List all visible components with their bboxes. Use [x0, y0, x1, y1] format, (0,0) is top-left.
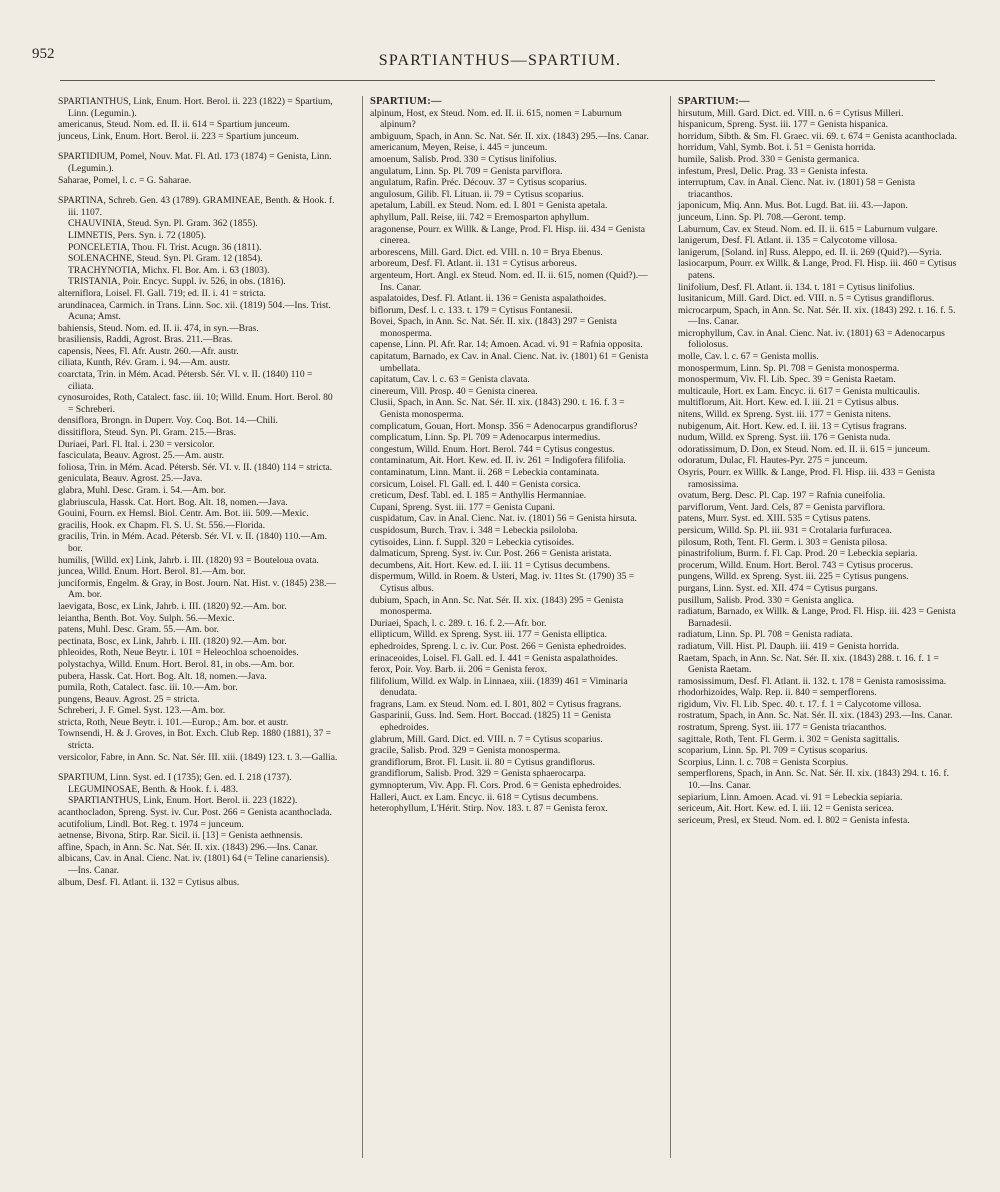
index-entry: alpinum, Host, ex Steud. Nom. ed. II. ii. 615, nomen = Laburnum alpinum? — [370, 107, 622, 131]
index-entry: aphyllum, Pall. Reise, iii. 742 = Eremosparton aphyllum. — [370, 211, 590, 223]
index-entry: arborescens, Mill. Gard. Dict. ed. VIII. n. 10 = Brya Ebenus. — [370, 246, 603, 258]
index-entry: ciliata, Kunth, Rév. Gram. i. 94.—Am. austr. — [58, 357, 231, 369]
index-entry: albicans, Cav. in Anal. Cienc. Nat. iv. (1801) 64 (= Teline canariensis).—Ins. Canar. — [58, 853, 330, 876]
index-entry: CHAUVINIA, Steud. Syn. Pl. Gram. 362 (1855). — [68, 218, 258, 230]
index-entry: corsicum, Loisel. Fl. Gall. ed. I. 440 = Genista corsica. — [370, 478, 581, 490]
index-entry: ferox, Poir. Voy. Barb. ii. 206 = Genista ferox. — [370, 664, 548, 676]
index-entry: Laburnum, Cav. ex Steud. Nom. ed. II. ii. 615 = Laburnum vulgare. — [678, 223, 938, 235]
index-entry: sepiarium, Linn. Amoen. Acad. vi. 91 = Lebeckia sepiaria. — [678, 791, 903, 803]
index-entry: capense, Linn. Pl. Afr. Rar. 14; Amoen. Acad. vi. 91 = Rafnia opposita. — [370, 339, 643, 351]
index-entry: sericeum, Ait. Hort. Kew. ed. I. iii. 12 = Genista sericea. — [678, 803, 894, 815]
index-entry: SPARTIANTHUS, Link, Enum. Hort. Berol. ii. 223 (1822). — [68, 795, 298, 807]
index-entry: grandiflorum, Salisb. Prod. 329 = Genista sphaerocarpa. — [370, 768, 586, 780]
index-entry: cuspidosum, Burch. Trav. i. 348 = Lebeckia psiloloba. — [370, 524, 578, 536]
index-entry: acanthocladon, Spreng. Syst. iv. Cur. Post. 266 = Genista acanthoclada. — [58, 807, 332, 819]
index-entry: dispermum, Willd. in Roem. & Usteri, Mag. iv. 11tes St. (1790) 35 = Cytisus albus. — [370, 571, 635, 594]
column-1 — [58, 96, 338, 888]
index-entry: radiatum, Linn. Sp. Pl. 708 = Genista radiata. — [678, 629, 853, 641]
index-entry: fasciculata, Beauv. Agrost. 25.—Am. austr. — [58, 450, 225, 462]
index-entry: odoratissimum, D. Don, ex Steud. Nom. ed. II. ii. 615 = junceum. — [678, 443, 931, 455]
index-entry: glabriuscula, Hassk. Cat. Hort. Bog. Alt. 18, nomen.—Java. — [58, 496, 288, 508]
index-entry: capitatum, Barnado, ex Cav. in Anal. Cienc. Nat. iv. (1801) 61 = Genista umbellata. — [370, 351, 649, 374]
index-entry: americanus, Steud. Nom. ed. II. ii. 614 = Spartium junceum. — [58, 119, 290, 131]
index-entry: patens, Murr. Syst. ed. XIII. 535 = Cytisus patens. — [678, 513, 871, 525]
index-entry: purgans, Linn. Syst. ed. XII. 474 = Cytisus purgans. — [678, 582, 878, 594]
index-entry: lanigerum, [Soland. in] Russ. Aleppo, ed. II. ii. 269 (Quid?).—Syria. — [678, 246, 942, 258]
index-entry: biflorum, Desf. l. c. 133. t. 179 = Cytisus Fontanesii. — [370, 304, 573, 316]
page-number: 952 — [32, 46, 55, 62]
index-entry: rhodorhizoides, Walp. Rep. ii. 840 = semperflorens. — [678, 687, 877, 699]
index-entry: Duriaei, Spach, l. c. 289. t. 16. f. 2.—Afr. bor. — [370, 617, 547, 629]
index-entry: foliosa, Trin. in Mém. Acad. Pétersb. Sér. VI. v. II. (1840) 114 = stricta. — [58, 461, 333, 473]
index-entry: linifolium, Desf. Fl. Atlant. ii. 134. t. 181 = Cytisus linifolius. — [678, 281, 915, 293]
index-entry: LIMNETIS, Pers. Syn. i. 72 (1805). — [68, 229, 207, 241]
index-entry: Clusii, Spach, in Ann. Sc. Nat. Sér. II. xix. (1843) 290. t. 16. f. 3 = Genista monosperma. — [370, 397, 625, 421]
index-entry: radiatum, Barnado, ex Willk. & Lange, Prod. Fl. Hisp. iii. 423 = Genista Barnadesii. — [678, 606, 956, 629]
index-entry: contaminatum, Linn. Mant. ii. 268 = Lebeckia contaminata. — [370, 467, 600, 478]
index-entry: PONCELETIA, Thou. Fl. Trist. Acugn. 36 (1811). — [68, 241, 262, 253]
index-entry: bahiensis, Steud. Nom. ed. II. ii. 474, in syn.—Bras. — [58, 322, 259, 334]
index-entry: japonicum, Miq. Ann. Mus. Bot. Lugd. Bat. iii. 43.—Japon. — [678, 200, 908, 212]
index-entry: molle, Cav. l. c. 67 = Genista mollis. — [678, 351, 819, 363]
column-heading: SPARTIUM:— — [678, 96, 750, 107]
index-entry: sericeum, Presl, ex Steud. Nom. ed. I. 802 = Genista infesta. — [678, 814, 910, 826]
index-entry: TRISTANIA, Poir. Encyc. Suppl. iv. 526, in obs. (1816). — [68, 276, 286, 288]
index-entry: glabra, Muhl. Desc. Gram. i. 54.—Am. bor. — [58, 485, 226, 496]
index-entry: SPARTIUM, Linn. Syst. ed. I (1735); Gen. ed. I. 218 (1737). LEGUMINOSAE, Benth. & Hook. f. i. 483. — [58, 772, 292, 795]
index-entry: monospermum, Viv. Fl. Lib. Spec. 39 = Genista Raetam. — [678, 374, 896, 386]
index-entry: complicatum, Gouan, Hort. Monsp. 356 = Adenocarpus grandiflorus? — [370, 420, 638, 432]
index-entry: Gasparinii, Guss. Ind. Sem. Hort. Boccad. (1825) 11 = Genista ephedroides. — [370, 710, 611, 734]
index-entry: gracile, Salisb. Prod. 329 = Genista monosperma. — [370, 745, 561, 757]
index-entry: microcarpum, Spach, in Ann. Sc. Nat. Sér. II. xix. (1843) 292. t. 16. f. 5.—Ins. Canar. — [678, 304, 956, 328]
index-entry: scoparium, Linn. Sp. Pl. 709 = Cytisus scoparius. — [678, 745, 868, 757]
index-entry: ambiguum, Spach, in Ann. Sc. Nat. Sér. II. xix. (1843) 295.—Ins. Canar. — [370, 130, 649, 142]
index-entry: apetalum, Labill. ex Steud. Nom. ed. I. 801 = Genista apetala. — [370, 200, 608, 212]
index-entry: cinereum, Vill. Prosp. 40 = Genista cinerea. — [370, 385, 538, 397]
index-entry: lasiocarpum, Pourr. ex Willk. & Lange, Prod. Fl. Hisp. iii. 460 = Cytisus patens. — [678, 258, 957, 281]
index-entry: Saharae, Pomel, l. c. = G. Saharae. — [58, 174, 192, 186]
index-entry: junceum, Linn. Sp. Pl. 708.—Geront. temp. — [678, 211, 846, 223]
index-entry: humile, Salisb. Prod. 330 = Genista germanica. — [678, 153, 860, 165]
index-entry: pungens, Willd. ex Spreng. Syst. iii. 225 = Cytisus pungens. — [678, 571, 909, 583]
column-divider — [362, 96, 363, 1158]
index-entry: nubigenum, Ait. Hort. Kew. ed. I. iii. 13 = Cytisus fragrans. — [678, 420, 907, 432]
index-entry: phleoides, Roth, Neue Beytr. i. 101 = Heleochloa schoenoides. — [58, 647, 299, 659]
index-entry: contaminatum, Ait. Hort. Kew. ed. II. iv. 261 = Indigofera filifolia. — [370, 455, 626, 467]
index-entry: SPARTINA, Schreb. Gen. 43 (1789). GRAMINEAE, Benth. & Hook. f. iii. 1107. — [58, 195, 335, 218]
index-entry: erinaceoides, Loisel. Fl. Gall. ed. I. 441 = Genista aspalathoides. — [370, 652, 618, 664]
column-heading: SPARTIUM:— — [370, 96, 442, 107]
index-entry: dalmaticum, Spreng. Syst. iv. Cur. Post. 266 = Genista aristata. — [370, 548, 612, 560]
index-entry: nitens, Willd. ex Spreng. Syst. iii. 177 = Genista nitens. — [678, 409, 891, 421]
index-entry: aspalatoides, Desf. Fl. Atlant. ii. 136 = Genista aspalathoides. — [370, 293, 607, 305]
index-entry: hispanicum, Spreng. Syst. iii. 177 = Genista hispanica. — [678, 119, 889, 131]
index-entry: alterniflora, Loisel. Fl. Gall. 719; ed. II. i. 41 = stricta. — [58, 287, 266, 299]
index-entry: filifolium, Willd. ex Walp. in Linnaea, xiii. (1839) 461 = Viminaria denudata. — [370, 675, 628, 699]
index-entry: parviflorum, Vent. Jard. Cels, 87 = Genista parviflora. — [678, 501, 886, 513]
index-entry: monospermum, Linn. Sp. Pl. 708 = Genista monosperma. — [678, 362, 900, 374]
index-entry: leiantha, Benth. Bot. Voy. Sulph. 56.—Mexic. — [58, 612, 235, 624]
index-entry: cynosuroides, Roth, Catalect. fasc. iii. 10; Willd. Enum. Hort. Berol. 80 = Schreberi. — [58, 392, 333, 415]
index-entry: hirsutum, Mill. Gard. Dict. ed. VIII. n. 6 = Cytisus Milleri. — [678, 107, 904, 119]
index-entry: pubera, Hassk. Cat. Hort. Bog. Alt. 18, nomen.—Java. — [58, 670, 267, 682]
index-entry: fragrans, Lam. ex Steud. Nom. ed. I. 801, 802 = Cytisus fragrans. — [370, 698, 622, 710]
header-rule — [60, 80, 935, 81]
index-entry: SPARTIDIUM, Pomel, Nouv. Mat. Fl. Atl. 173 (1874) = Genista, Linn. (Legumin.). — [58, 151, 332, 174]
index-entry: aetnense, Bivona, Stirp. Rar. Sicil. ii. [13] = Genista aethnensis. — [58, 830, 303, 842]
index-entry: dissitiflora, Steud. Syn. Pl. Gram. 215.—Bras. — [58, 427, 237, 439]
column-2 — [370, 96, 650, 815]
index-entry: ovatum, Berg. Desc. Pl. Cap. 197 = Rafnia cuneifolia. — [678, 490, 886, 502]
index-entry: sagittale, Roth, Tent. Fl. Germ. i. 302 = Genista sagittalis. — [678, 733, 900, 745]
index-entry: gracilis, Hook. ex Chapm. Fl. S. U. St. 556.—Florida. — [58, 519, 266, 531]
index-entry: junceus, Link, Enum. Hort. Berol. ii. 223 = Spartium junceum. — [58, 130, 299, 142]
index-entry: pusillum, Salisb. Prod. 330 = Genista anglica. — [678, 594, 854, 606]
index-entry: cuspidatum, Cav. in Anal. Cienc. Nat. iv. (1801) 56 = Genista hirsuta. — [370, 513, 637, 525]
index-entry: coarctata, Trin. in Mém. Acad. Pétersb. Sér. VI. v. II. (1840) 110 = ciliata. — [58, 369, 313, 392]
index-entry: juncea, Willd. Enum. Hort. Berol. 81.—Am. bor. — [58, 566, 246, 578]
index-entry: pinastrifolium, Burm. f. Fl. Cap. Prod. 20 = Lebeckia sepiaria. — [678, 548, 918, 560]
index-entry: gracilis, Trin. in Mém. Acad. Pétersb. Sér. VI. v. II. (1840) 110.—Am. bor. — [58, 531, 328, 554]
index-entry: Halleri, Auct. ex Lam. Encyc. ii. 618 = Cytisus decumbens. — [370, 791, 599, 803]
index-entry: gymnopterum, Viv. App. Fl. Cors. Prod. 6 = Genista ephedroides. — [370, 780, 622, 792]
index-entry: acutifolium, Lindl. Bot. Reg. t. 1974 = junceum. — [58, 818, 244, 830]
index-entry: SOLENACHNE, Steud. Syn. Pl. Gram. 12 (1854). — [68, 253, 263, 265]
index-entry: geniculata, Beauv. Agrost. 25.—Java. — [58, 473, 203, 485]
index-entry: congestum, Willd. Enum. Hort. Berol. 744 = Cytisus congestus. — [370, 443, 615, 455]
index-entry: complicatum, Linn. Sp. Pl. 709 = Adenocarpus intermedius. — [370, 432, 601, 444]
index-entry: laevigata, Bosc, ex Link, Jahrb. i. III. (1820) 92.—Am. bor. — [58, 600, 287, 612]
index-entry: album, Desf. Fl. Atlant. ii. 132 = Cytisus albus. — [58, 876, 240, 888]
index-entry: polystachya, Willd. Enum. Hort. Berol. 81, in obs.—Am. bor. — [58, 658, 295, 670]
index-entry: horridum, Sibth. & Sm. Fl. Graec. vii. 69. t. 674 = Genista acanthoclada. — [678, 130, 958, 142]
index-entry: rostratum, Spach, in Ann. Sc. Nat. Sér. II. xix. (1843) 293.—Ins. Canar. — [678, 710, 953, 722]
index-entry: SPARTIANTHUS, Link, Enum. Hort. Berol. ii. 223 (1822) = Spartium, Linn. (Legumin.). — [58, 96, 333, 119]
index-entry: brasiliensis, Raddi, Agrost. Bras. 211.—Bras. — [58, 334, 233, 346]
index-entry: angulatum, Linn. Sp. Pl. 709 = Genista parviflora. — [370, 165, 563, 177]
index-entry: junciformis, Engelm. & Gray, in Bost. Journ. Nat. Hist. v. (1845) 238.—Am. bor. — [58, 577, 337, 601]
index-entry: Osyris, Pourr. ex Willk. & Lange, Prod. Fl. Hisp. iii. 433 = Genista ramosissima. — [678, 467, 935, 490]
index-entry: affine, Spach, in Ann. Sc. Nat. Sér. II. xix. (1843) 296.—Ins. Canar. — [58, 841, 318, 853]
index-entry: decumbens, Ait. Hort. Kew. ed. I. iii. 11 = Cytisus decumbens. — [370, 559, 610, 571]
index-entry: densiflora, Brongn. in Duperr. Voy. Coq. Bot. 14.—Chili. — [58, 415, 278, 427]
index-entry: persicum, Willd. Sp. Pl. iii. 931 = Crotalaria furfuracea. — [678, 524, 892, 536]
index-entry: Cupani, Spreng. Syst. iii. 177 = Genista Cupani. — [370, 501, 556, 513]
index-entry: microphyllum, Cav. in Anal. Cienc. Nat. iv. (1801) 63 = Adenocarpus foliolosus. — [678, 327, 945, 351]
index-entry: Scorpius, Linn. l. c. 708 = Genista Scorpius. — [678, 756, 849, 768]
index-entry: amoenum, Salisb. Prod. 330 = Cytisus linifolius. — [370, 153, 557, 165]
index-entry: grandiflorum, Brot. Fl. Lusit. ii. 80 = Cytisus grandiflorus. — [370, 756, 595, 768]
index-entry: nudum, Willd. ex Spreng. Syst. iii. 176 = Genista nuda. — [678, 432, 891, 444]
column-3 — [678, 96, 958, 826]
index-entry: aragonense, Pourr. ex Willk. & Lange, Prod. Fl. Hisp. iii. 434 = Genista cinerea. — [370, 223, 646, 247]
index-entry: TRACHYNOTIA, Michx. Fl. Bor. Am. i. 63 (1803). — [68, 264, 270, 276]
page-header — [0, 0, 1000, 80]
index-entry: pungens, Beauv. Agrost. 25 = stricta. — [58, 693, 200, 705]
index-entry: Schreberi, J. F. Gmel. Syst. 123.—Am. bor. — [58, 705, 226, 717]
index-entry: arboreum, Desf. Fl. Atlant. ii. 131 = Cytisus arboreus. — [370, 258, 577, 270]
index-entry: americanum, Meyen, Reise, i. 445 = junceum. — [370, 142, 548, 154]
index-entry: lanigerum, Desf. Fl. Atlant. ii. 135 = Calycotome villosa. — [678, 235, 898, 247]
index-entry: angulosum, Gilib. Fl. Lituan. ii. 79 = Cytisus scoparius. — [370, 188, 584, 200]
index-entry: procerum, Willd. Enum. Hort. Berol. 743 = Cytisus procerus. — [678, 559, 914, 571]
index-entry: arundinacea, Carmich. in Trans. Linn. Soc. xii. (1819) 504.—Ins. Trist. Acuna; Amst. — [58, 299, 331, 323]
index-entry: Gouini, Fourn. ex Hemsl. Biol. Centr. Am. Bot. iii. 509.—Mexic. — [58, 508, 309, 520]
index-entry: cytisoides, Linn. f. Suppl. 320 = Lebeckia cytisoides. — [370, 536, 575, 548]
index-entry: humilis, [Willd. ex] Link, Jahrb. i. III. (1820) 93 = Bouteloua ovata. — [58, 554, 319, 566]
index-entry: semperflorens, Spach, in Ann. Sc. Nat. Sér. II. xix. (1843) 294. t. 16. f. 10.—Ins. Canar. — [678, 768, 949, 792]
index-entry: multicaule, Hort. ex Lam. Encyc. ii. 617 = Genista multicaulis. — [678, 385, 920, 397]
index-entry: horridum, Vahl, Symb. Bot. i. 51 = Genista horrida. — [678, 142, 876, 154]
index-entry: patens, Muhl. Desc. Gram. 55.—Am. bor. — [58, 624, 219, 636]
column-divider — [670, 96, 671, 1158]
index-entry: pectinata, Bosc, ex Link, Jahrb. i. III. (1820) 92.—Am. bor. — [58, 635, 287, 647]
index-entry: versicolor, Fabre, in Ann. Sc. Nat. Sér. III. xiii. (1849) 123. t. 3.—Gallia. — [58, 751, 338, 763]
index-entry: interruptum, Cav. in Anal. Cienc. Nat. iv. (1801) 58 = Genista triacanthos. — [678, 177, 916, 200]
index-entry: ramosissimum, Desf. Fl. Atlant. ii. 132. t. 178 = Genista ramosissima. — [678, 675, 947, 687]
index-entry: creticum, Desf. Tabl. ed. I. 185 = Anthyllis Hermanniae. — [370, 490, 587, 502]
index-entry: rigidum, Viv. Fl. Lib. Spec. 40. t. 17. f. 1 = Calycotome villosa. — [678, 698, 922, 710]
index-entry: multiflorum, Ait. Hort. Kew. ed. I. iii. 21 = Cytisus albus. — [678, 397, 899, 409]
index-entry: stricta, Roth, Neue Beytr. i. 101.—Europ.; Am. bor. et austr. — [58, 716, 289, 728]
index-entry: glabrum, Mill. Gard. Dict. ed. VIII. n. 7 = Cytisus scoparius. — [370, 733, 603, 745]
index-entry: dubium, Spach, in Ann. Sc. Nat. Sér. II. xix. (1843) 295 = Genista monosperma. — [370, 594, 624, 618]
index-entry: odoratum, Dulac, Fl. Hautes-Pyr. 275 = junceum. — [678, 455, 868, 467]
index-entry: rostratum, Spreng. Syst. iii. 177 = Genista triacanthos. — [678, 722, 887, 734]
index-entry: heterophyllum, L'Hérit. Stirp. Nov. 183. t. 87 = Genista ferox. — [370, 803, 608, 815]
index-entry: capensis, Nees, Fl. Afr. Austr. 260.—Afr. austr. — [58, 345, 239, 357]
index-entry: pilosum, Roth, Tent. Fl. Germ. i. 303 = Genista pilosa. — [678, 536, 888, 548]
running-head: SPARTIANTHUS—SPARTIUM. — [378, 52, 622, 69]
index-entry: angulatum, Rafin. Préc. Découv. 37 = Cytisus scoparius. — [370, 177, 587, 189]
index-entry: Bovei, Spach, in Ann. Sc. Nat. Sér. II. xix. (1843) 297 = Genista monosperma. — [370, 316, 617, 339]
index-entry: capitatum, Cav. l. c. 63 = Genista clavata. — [370, 374, 530, 386]
index-entry: Raetam, Spach, in Ann. Sc. Nat. Sér. II. xix. (1843) 288. t. 16. f. 1 = Genista Raetam. — [678, 652, 939, 676]
index-entry: radiatum, Vill. Hist. Pl. Dauph. iii. 419 = Genista horrida. — [678, 640, 900, 652]
index-entry: argenteum, Hort. Angl. ex Steud. Nom. ed. II. ii. 615, nomen (Quid?).—Ins. Canar. — [370, 269, 648, 293]
index-entry: ellipticum, Willd. ex Spreng. Syst. iii. 177 = Genista elliptica. — [370, 629, 607, 641]
index-entry: ephedroides, Spreng. l. c. iv. Cur. Post. 266 = Genista ephedroides. — [370, 640, 627, 652]
index-entry: Townsendi, H. & J. Groves, in Bot. Exch. Club Rep. 1880 (1881), 37 = stricta. — [58, 728, 332, 752]
index-entry: lusitanicum, Mill. Gard. Dict. ed. VIII. n. 5 = Cytisus grandiflorus. — [678, 293, 935, 305]
index-entry: infestum, Presl, Delic. Prag. 33 = Genista infesta. — [678, 165, 868, 177]
index-entry: Duriaei, Parl. Fl. Ital. i. 230 = versicolor. — [58, 438, 215, 450]
index-entry: pumila, Roth, Catalect. fasc. iii. 10.—Am. bor. — [58, 682, 238, 694]
